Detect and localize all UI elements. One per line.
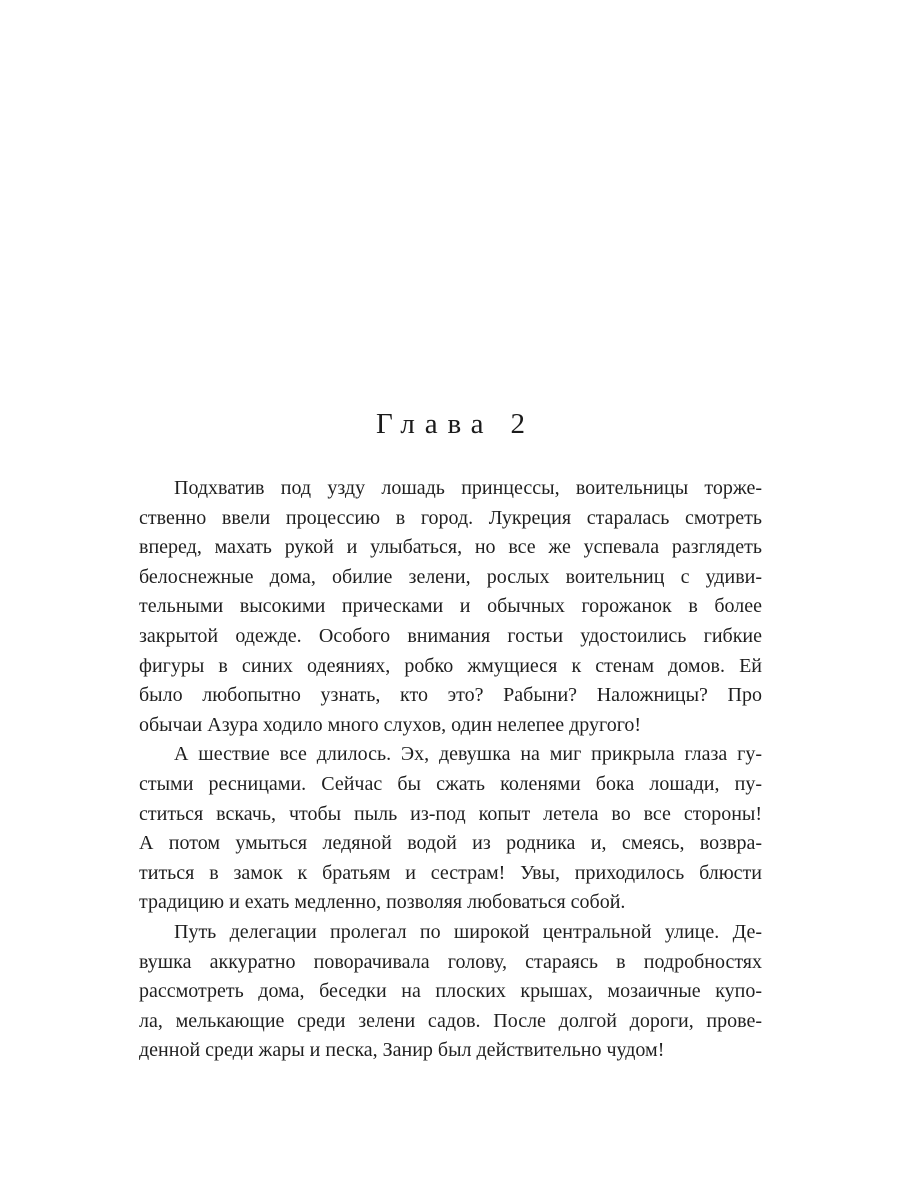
text-line: закрытой одежде. Особого внимания гостьи удостоились гибкие xyxy=(139,624,762,647)
text-line: ститься вскачь, чтобы пыль из-под копыт летела во все стороны! xyxy=(139,802,762,825)
text-line: белоснежные дома, обилие зелени, рослых воительниц с удиви- xyxy=(139,565,762,588)
text-line: обычаи Азура ходило много слухов, один нелепее другого! xyxy=(139,713,642,736)
text-line: Подхватив под узду лошадь принцессы, воительницы торже- xyxy=(174,477,762,499)
text-line: А потом умыться ледяной водой из родника и, смеясь, возвра- xyxy=(139,832,762,855)
text-line: тельными высокими прическами и обычных горожанок в более xyxy=(139,595,762,618)
text-line: Путь делегации пролегал по широкой центральной улице. Де- xyxy=(174,920,762,943)
text-column xyxy=(139,408,762,1066)
text-line: А шествие все длилось. Эх, девушка на миг прикрыла глаза гу- xyxy=(174,743,762,766)
text-line: ла, мелькающие среди зелени садов. После долгой дороги, прове- xyxy=(139,1009,762,1032)
text-line: титься в замок к братьям и сестрам! Увы, приходилось блюсти xyxy=(139,861,762,884)
paragraph xyxy=(139,740,762,918)
text-line: было любопытно узнать, кто это? Рабыни? Наложницы? Про xyxy=(139,684,762,707)
text-line: вушка аккуратно поворачивала голову, стараясь в подробностях xyxy=(139,950,762,973)
text-line: вперед, махать рукой и улыбаться, но все же успевала разглядеть xyxy=(139,536,762,559)
text-line: денной среди жары и песка, Занир был действительно чудом! xyxy=(139,1039,665,1062)
text-line: традицию и ехать медленно, позволяя любоваться собой. xyxy=(139,891,626,914)
text-line: ственно ввели процессию в город. Лукреция старалась смотреть xyxy=(139,506,762,529)
chapter-heading: Глава 2 xyxy=(375,408,535,440)
text-line: фигуры в синих одеяниях, робко жмущиеся к стенам домов. Ей xyxy=(139,654,762,677)
paragraph xyxy=(139,918,762,1066)
text-line: стыми ресницами. Сейчас бы сжать коленями бока лошади, пу- xyxy=(139,772,762,795)
paragraph xyxy=(139,474,762,740)
text-line: рассмотреть дома, беседки на плоских крышах, мозаичные купо- xyxy=(139,980,762,1003)
body-text xyxy=(139,474,762,1066)
